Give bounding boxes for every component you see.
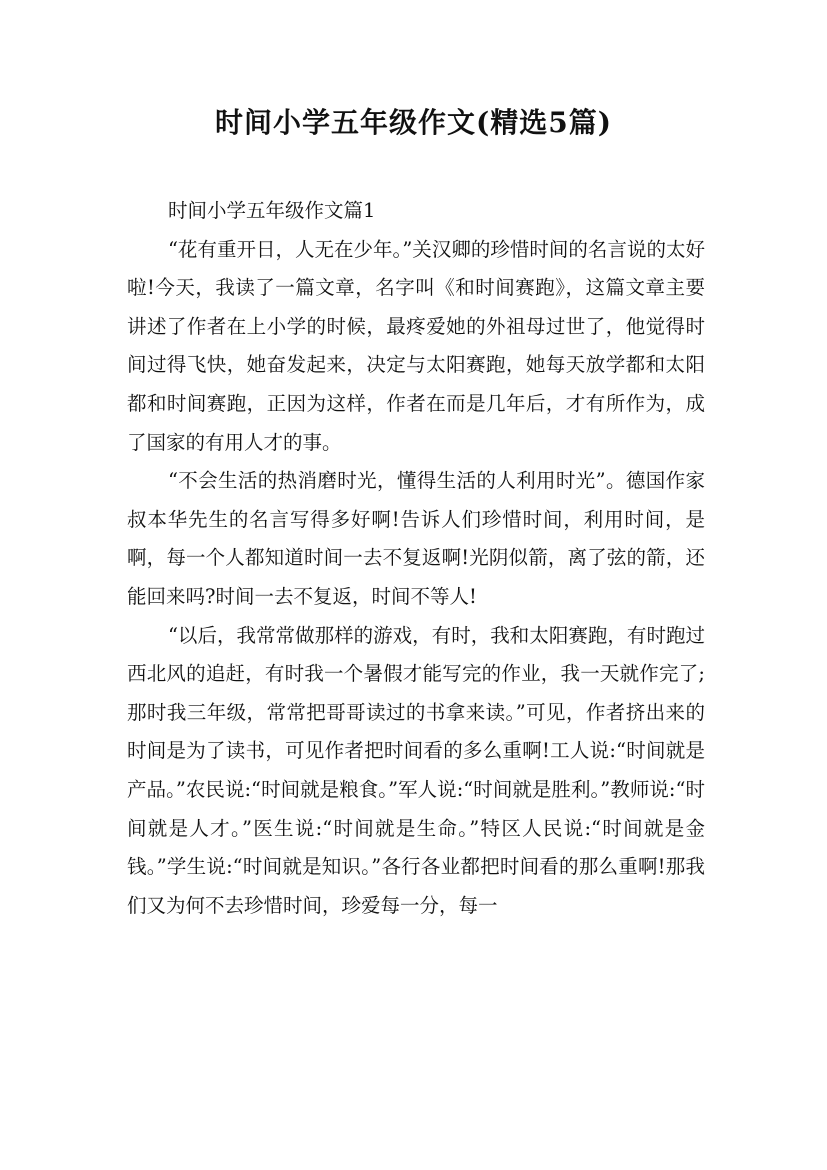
paragraph-2: “不会生活的热消磨时光，懂得生活的人利用时光”。德国作家叔本华先生的名言写得多好啊!告诉人们珍惜时间，利用时间，是啊，每一个人都知道时间一去不复返啊!光阴似箭，离了弦的箭，还能回来吗?时间一去不复返，时间不等人! — [127, 469, 705, 608]
paragraph-3: “以后，我常常做那样的游戏，有时，我和太阳赛跑，有时跑过西北风的追赶，有时我一个暑假才能写完的作业，我一天就作完了;那时我三年级，常常把哥哥读过的书拿来读。”可见，作者挤出来的时间是为了读书，可见作者把时间看的多么重啊!工人说:“时间就是产品。”农民说:“时间就是粮食。”军人说:“时间就是胜利。”教师说:“时间就是人才。”医生说:“时间就是生命。”特区人民说:“时间就是金钱。”学生说:“时间就是知识。”各行各业都把时间看的那么重啊!那我们又为何不去珍惜时间，珍爱每一分，每一 — [127, 623, 705, 917]
paragraph-1: “花有重开日，人无在少年。”关汉卿的珍惜时间的名言说的太好啦!今天，我读了一篇文章，名字叫《和时间赛跑》，这篇文章主要讲述了作者在上小学的时候，最疼爱她的外祖母过世了，他觉得时间过得飞快，她奋发起来，决定与太阳赛跑，她每天放学都和太阳都和时间赛跑，正因为这样，作者在而是几年后，才有所作为，成了国家的有用人才的事。 — [127, 237, 705, 454]
document-title: 时间小学五年级作文(精选5篇) — [215, 106, 612, 139]
document-body — [127, 192, 705, 925]
section-heading: 时间小学五年级作文篇1 — [167, 199, 376, 222]
